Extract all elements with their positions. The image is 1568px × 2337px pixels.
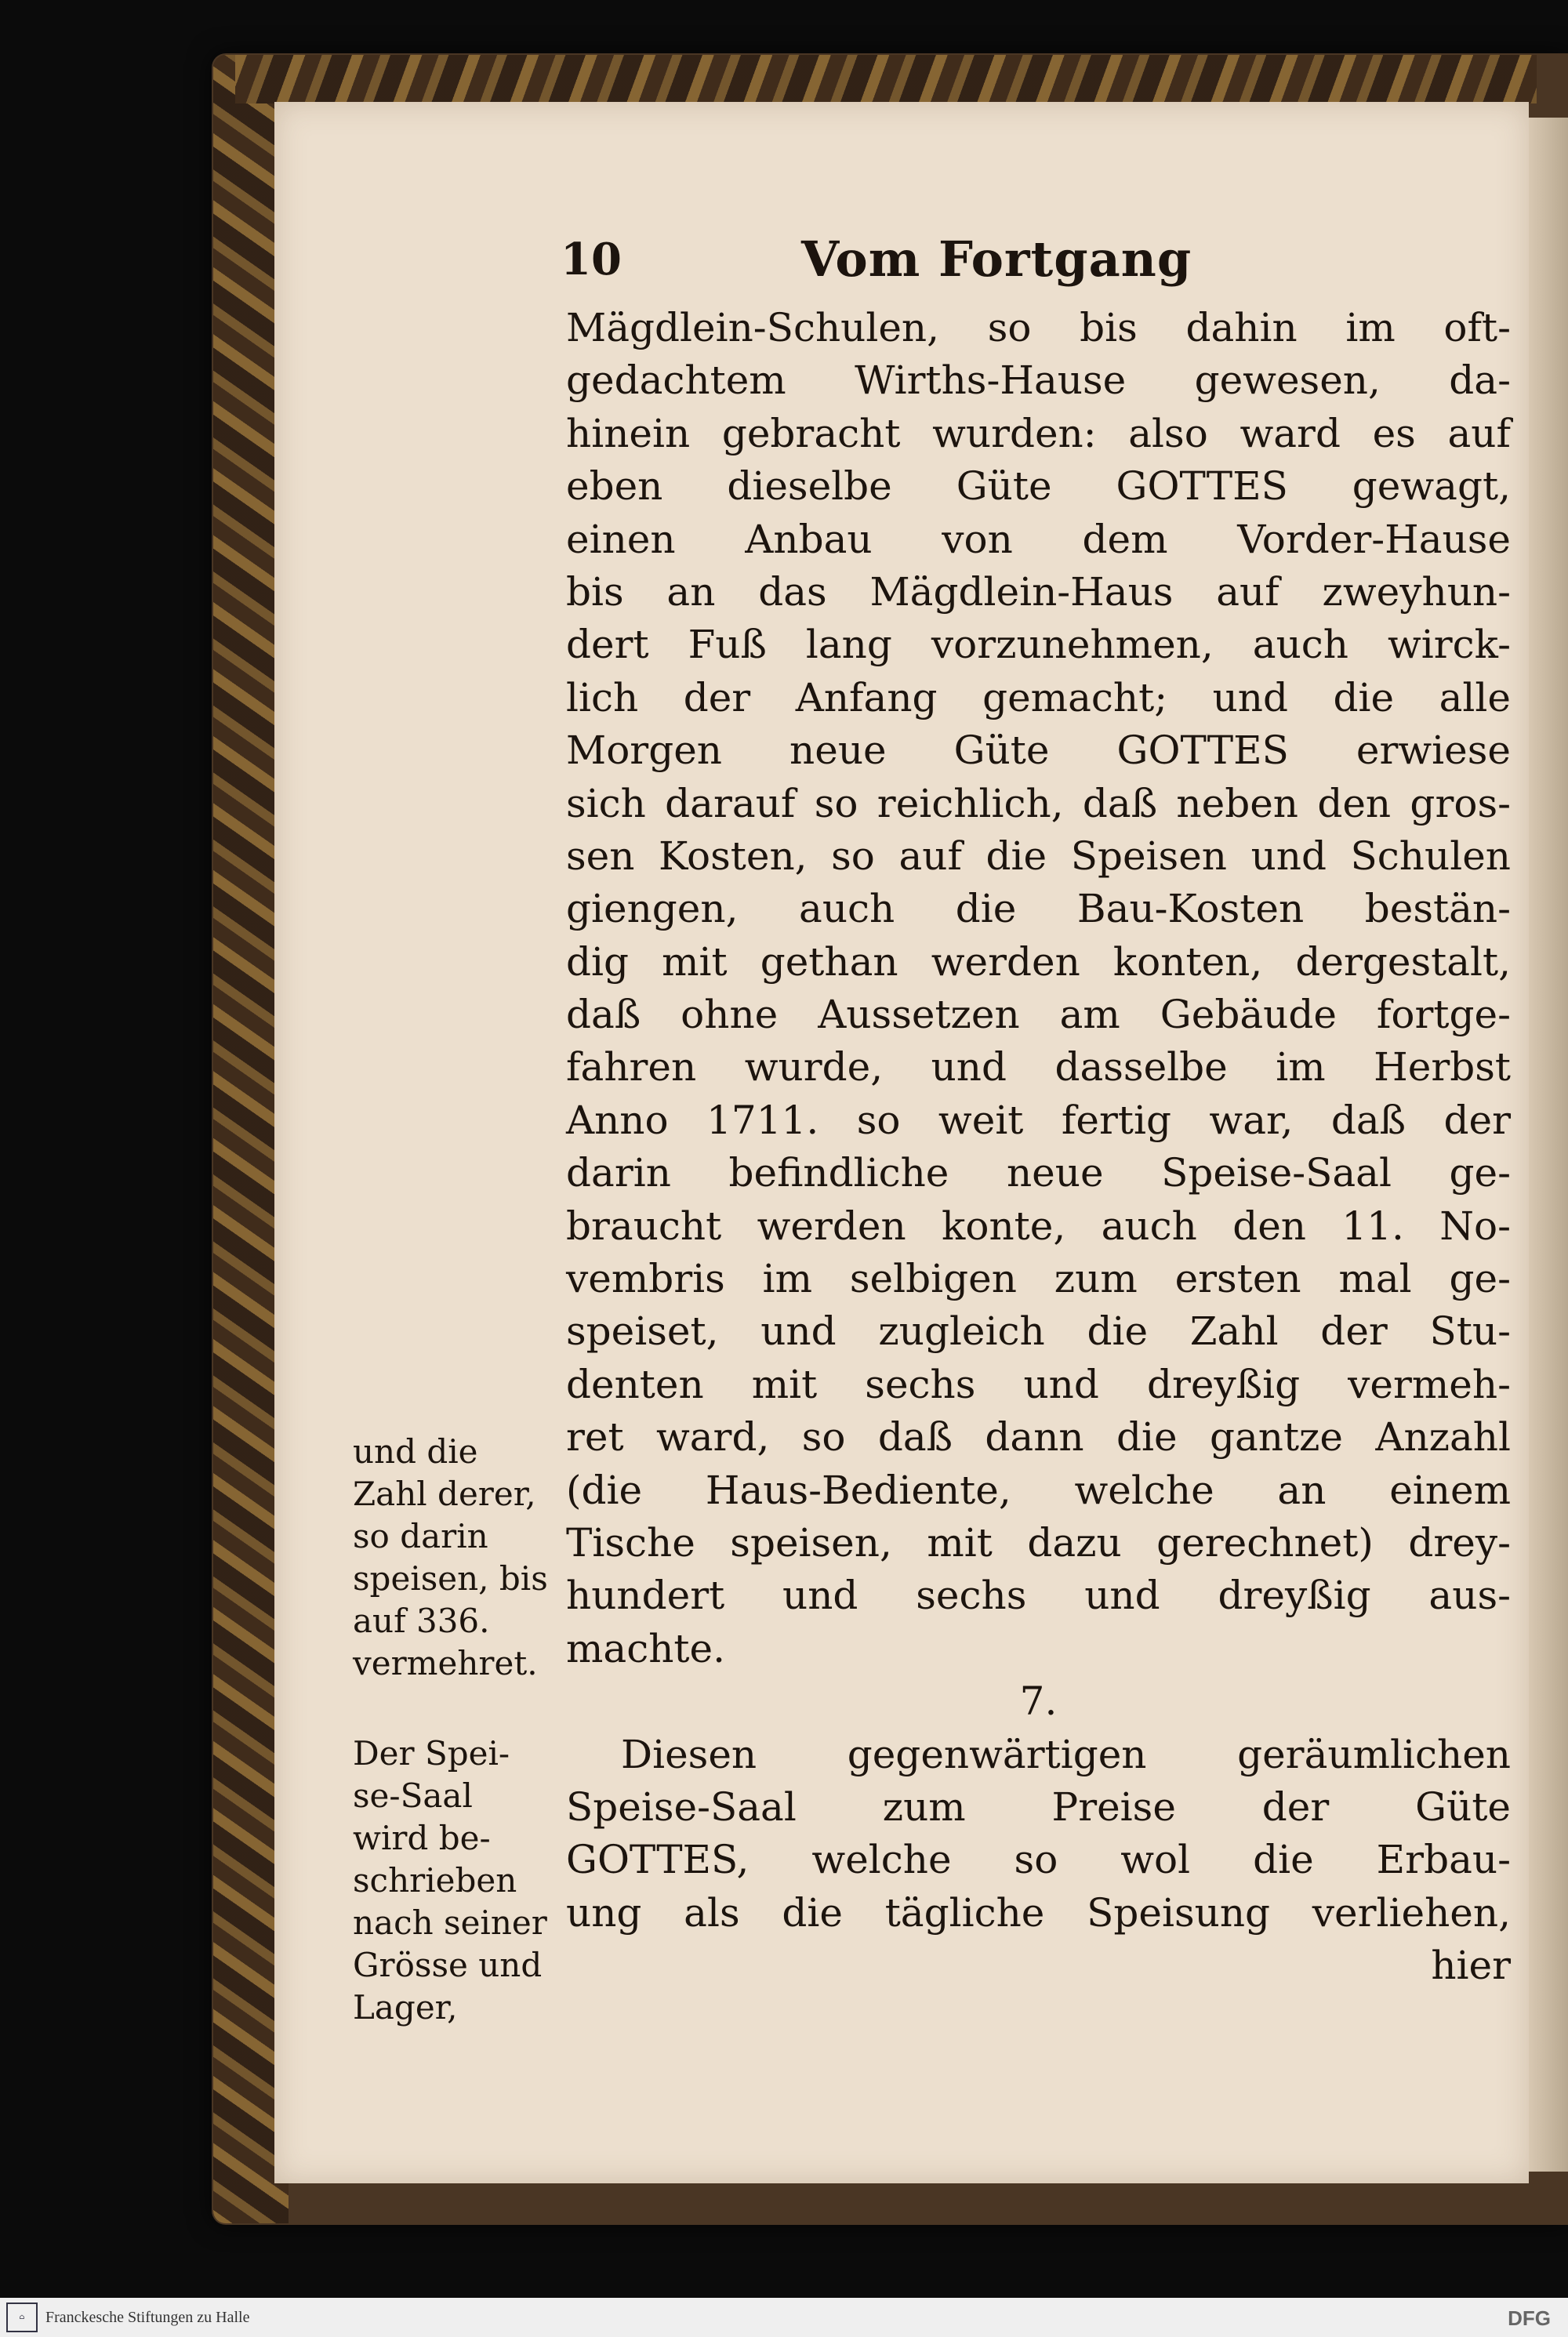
- page-edge: [1529, 118, 1568, 2172]
- text-line: fahren wurde, und dasselbe im Herbst: [566, 1044, 1511, 1090]
- text-line: Anno 1711. so weit fertig war, daß der: [566, 1097, 1511, 1143]
- text-line: Diesen gegenwärtigen geräumlichen: [621, 1731, 1511, 1777]
- margin-line: Der Spei-: [353, 1734, 510, 1773]
- margin-line: Grösse und: [353, 1946, 543, 1984]
- text-line: eben dieselbe Güte GOTTES gewagt,: [566, 463, 1511, 510]
- text-line: machte.: [566, 1625, 726, 1671]
- book-page: [274, 102, 1529, 2183]
- text-line: giengen, auch die Bau-Kosten bestän-: [566, 886, 1511, 932]
- margin-note-speisende: [353, 1431, 564, 1685]
- margin-line: und die: [353, 1432, 478, 1471]
- margin-line: so darin: [353, 1517, 488, 1555]
- text-line: Tische speisen, mit dazu gerechnet) drey-: [566, 1519, 1511, 1566]
- margin-line: nach seiner: [353, 1903, 547, 1942]
- margin-line: speisen, bis: [353, 1559, 548, 1598]
- text-line: vembris im selbigen zum ersten mal ge-: [566, 1256, 1511, 1302]
- main-text-block: [566, 302, 1511, 1993]
- footer-bar: [0, 2298, 1568, 2337]
- margin-line: schrieben: [353, 1861, 517, 1900]
- text-line: braucht werden konte, auch den 11. No-: [566, 1203, 1511, 1249]
- text-line: daß ohne Aussetzen am Gebäude fortge-: [566, 992, 1511, 1038]
- margin-line: vermehret.: [353, 1644, 538, 1682]
- text-line: GOTTES, welche so wol die Erbau-: [566, 1837, 1511, 1883]
- margin-note-speisesaal: [353, 1733, 564, 2029]
- text-line: Mägdlein-Schulen, so bis dahin im oft-: [566, 305, 1511, 350]
- text-line: hinein gebracht wurden: also ward es auf: [566, 410, 1511, 456]
- running-head: [274, 226, 1529, 296]
- text-line: sen Kosten, so auf die Speisen und Schulen: [566, 833, 1511, 879]
- text-line: dig mit gethan werden konten, dergestalt,: [566, 938, 1511, 985]
- text-line: (die Haus-Bediente, welche an einem: [566, 1467, 1511, 1513]
- page-number: 10: [561, 234, 622, 285]
- text-line: hundert und sechs und dreyßig aus-: [566, 1573, 1511, 1619]
- margin-line: se-Saal: [353, 1776, 473, 1815]
- margin-line: auf 336.: [353, 1602, 490, 1640]
- text-line: bis an das Mägdlein-Haus auf zweyhun-: [566, 568, 1511, 615]
- dfg-logo: DFG: [1508, 2306, 1551, 2330]
- text-line: ret ward, so daß dann die gantze Anzahl: [566, 1414, 1511, 1461]
- running-title: Vom Fortgang: [801, 230, 1192, 288]
- text-line: Morgen neue Güte GOTTES erwiese: [566, 728, 1511, 774]
- text-line: ung als die tägliche Speisung verliehen,: [566, 1889, 1511, 1936]
- institution-logo-icon: ⌂: [6, 2303, 38, 2332]
- text-line: gedachtem Wirths-Hause gewesen, da-: [566, 357, 1511, 404]
- text-line: sich darauf so reichlich, daß neben den gros-: [566, 780, 1511, 826]
- margin-line: Lager,: [353, 1988, 458, 2027]
- text-line: denten mit sechs und dreyßig vermeh-: [566, 1361, 1511, 1407]
- section-number: 7.: [1019, 1678, 1058, 1725]
- text-line: lich der Anfang gemacht; und die alle: [566, 674, 1511, 720]
- text-line: darin befindliche neue Speise-Saal ge-: [566, 1150, 1511, 1196]
- text-line: einen Anbau von dem Vorder-Hause: [566, 516, 1511, 562]
- margin-line: wird be-: [353, 1819, 491, 1857]
- catchword: hier: [1431, 1943, 1511, 1989]
- marbled-edge-top: [235, 55, 1537, 103]
- text-line: dert Fuß lang vorzunehmen, auch wirck-: [566, 622, 1511, 668]
- text-line: Speise-Saal zum Preise der Güte: [566, 1784, 1511, 1830]
- institution-name: Franckesche Stiftungen zu Halle: [45, 2309, 250, 2326]
- margin-line: Zahl derer,: [353, 1475, 536, 1513]
- text-line: speiset, und zugleich die Zahl der Stu-: [566, 1308, 1511, 1355]
